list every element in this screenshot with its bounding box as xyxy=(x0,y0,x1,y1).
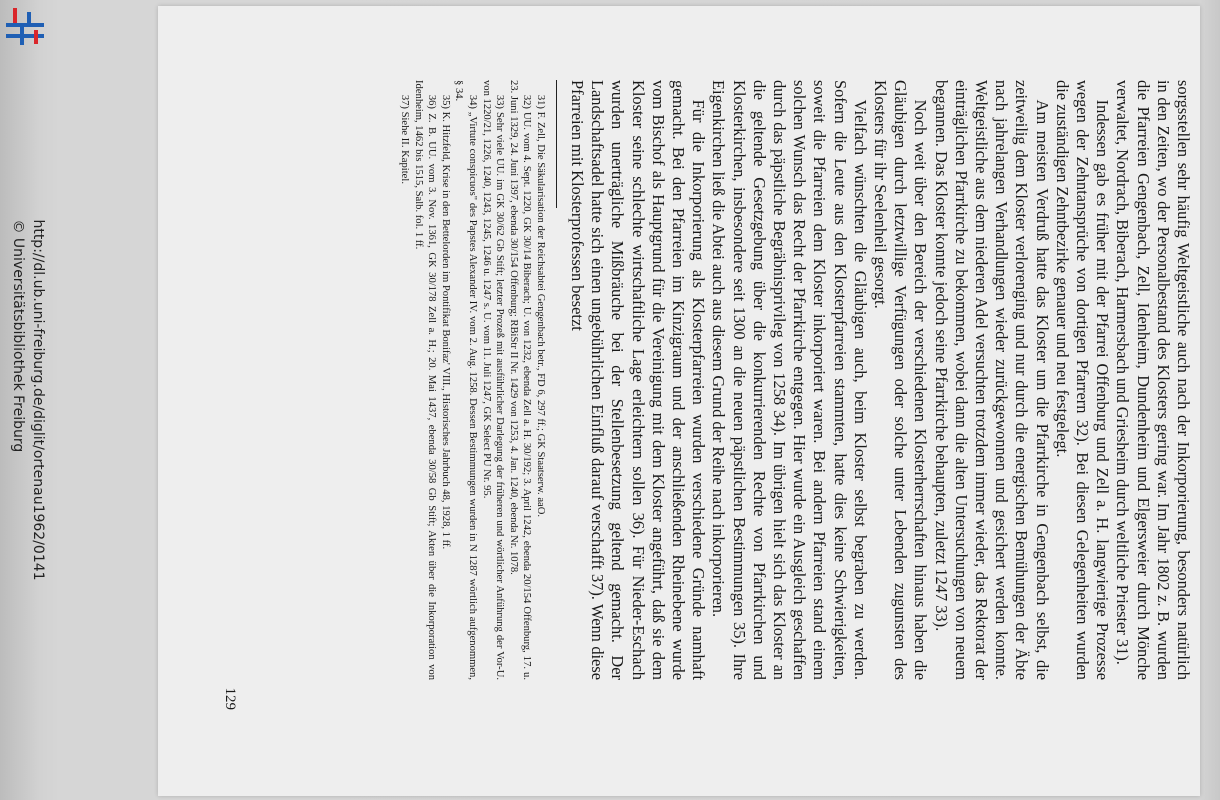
body-paragraph: sorgsstellen sehr häufig Weltgeistliche auch nach der Inkorporierung, besonders natürlich in den Zeiten, wo der Personalbestand des Klosters gering war. Im Jahr 1802 z. B. wurden die Pfarreien Gengenbach, Zell, Idenheim, Dundenheim und Elgersweier durch Mönche verwaltet, Nordrach, Biberach, Harmersbach und Griesheim durch weltliche Priester 31). xyxy=(1113,80,1193,680)
watermark-copyright: © Universitätsbibliothek Freiburg xyxy=(10,219,26,453)
rotated-page-content xyxy=(159,10,1200,730)
body-paragraph: Für die Inkorporierung als Klosterpfarreien wurden verschiedene Gründe namhaft gemacht. Bei den Pfarreien im Kinzigraum und der anschließenden Rheinebene wurde vom Bischof als Hauptgrund für die Vereinigung mit dem Kloster angeführt, daß sie dem Kloster seine schlechte wirtschaftliche Lage erleichtern sollen 36). Für Nieder-Eschach wurden unerträgliche Mißbräuche bei der Stellenbesetzung geltend gemacht. Der Landschaftsadel hatte sich einen ungebührlichen Einfluß darauf verschafft 37). Wenn diese Pfarreien mit Klosterprofessen besetzt xyxy=(567,80,709,680)
footnote-rule xyxy=(556,80,557,208)
footnotes xyxy=(397,80,547,680)
body-paragraph: Vielfach wünschten die Gläubigen auch, beim Kloster selbst begraben zu werden. Sofern die Leute aus den Klosterpfarreien stammten, hatte dies keine Schwierigkeiten, soweit die Pfarreien dem Kloster inkorporiert waren. Bei andern Pfarreien stand einem solchen Wunsch das Recht der Pfarrkirche entgegen. Hier wurde ein Ausgleich geschaffen durch das päpstliche Begräbnisprivileg von 1258 34). Im übrigen hielt sich das Kloster an die geltende Gesetzgebung über die konkurrierenden Rechte von Pfarrkirchen und Klosterkirchen, insbesondere seit 1300 an die neuen päpstlichen Bestimmungen 35). Ihre Eigenkirchen ließ die Abtei auch aus diesem Grund der Reihe nach inkorporieren. xyxy=(709,80,870,680)
watermark-url: http://dl.ub.uni-freiburg.de/diglit/ortenau1962/0141 xyxy=(30,219,46,581)
body-paragraph: Am meisten Verdruß hatte das Kloster um die Pfarrkirche in Gengenbach selbst, die zeitweilig dem Kloster verlorenging und nur durch die energischen Bemühungen der Äbte nach jahrelangen Verhandlungen wieder zurückgewonnen und gesichert werden konnte. Weltgeistliche aus dem niederen Adel versuchten trotzdem immer wieder, das Rektorat der einträglichen Pfarrkirche zu bekommen, wobei dann die alten Untersuchungen von neuem begannen. Das Kloster konnte jedoch seine Pfarrkirche behaupten, zuletzt 1247 33). xyxy=(931,80,1052,680)
page-number: 129 xyxy=(222,687,238,710)
footnote: 31) F. Zell, Die Säkularisation der Reichsabtei Gengenbach betr., FD 6, 297 ff.; GK Staatserw. aaO. xyxy=(535,94,546,518)
body-paragraph: Indessen gab es früher mit der Pfarrei Offenburg und Zell a. H. langwierige Prozesse wegen der Zehntansprüche von dortigen Pfarrern 32). Bei diesen Gelegenheiten wurden die zuständigen Zehntbezirke genauer und neu festgelegt. xyxy=(1052,80,1113,680)
footnote: 32) UU. vom 4. Sept. 1220, GK 30/14 Biberach; U. von 1232, ebenda Zell a. H. 30/192; 3. April 1242, ebenda 20/154 Offenburg, 17. u. 23. Juni 1329, 24. Juni 1397, ebenda 30/154 Offenburg; RBiStr II Nr. 1429 von 1253, 4. Jan. 1240, ebenda Nr. 1078. xyxy=(507,80,533,680)
library-logo xyxy=(6,8,44,48)
body-paragraph: Noch weit über den Bereich der verschiedenen Klosterherrschaften hinaus haben die Gläubigen durch letztwillige Verfügungen oder solche unter Lebenden zugunsten des Klosters für ihr Seelenheil gesorgt. xyxy=(870,80,931,680)
footnote: 34) „Virtute conspicuos" des Papstes Alexander IV. vom 2. Aug. 1258. Dessen Bestimmungen wurden in N 1287 wörtlich aufgenommen, § 34. xyxy=(453,80,479,680)
footnote: 36) Z. B. UU. vom 3. Nov. 1361, GK 30/178 Zell a. H.; 20. Mai 1437, ebenda 30/58 Gb Stift; Akten über die Inkorporation von Idenheim, 1462 bis 1515, Salb. fol. 1 ff. xyxy=(412,80,438,680)
footnote: 35) K. Hitzfeld, Krise in den Bettelorden im Pontifikat Bonifaz' VIII., Historisches Jahrbuch 48, 1928, 1 ff. xyxy=(439,94,451,550)
footnote: 33) Sehr viele UU. im GK 30/62 Gb Stift; letzter Prozeß mit ausführlicher Darlegung der früheren und wörtlicher Anführung der Vor-U. von 1220/21, 1226, 1240, 1243, 1245, 1246 u. 1247 s. U. vom 11. Juli 1247, GK Select PU Nr. 95. xyxy=(480,80,506,680)
footnote: 37) Siehe II. Kapitel. xyxy=(399,94,411,184)
body-text xyxy=(567,80,1193,680)
scanned-page xyxy=(158,6,1200,796)
